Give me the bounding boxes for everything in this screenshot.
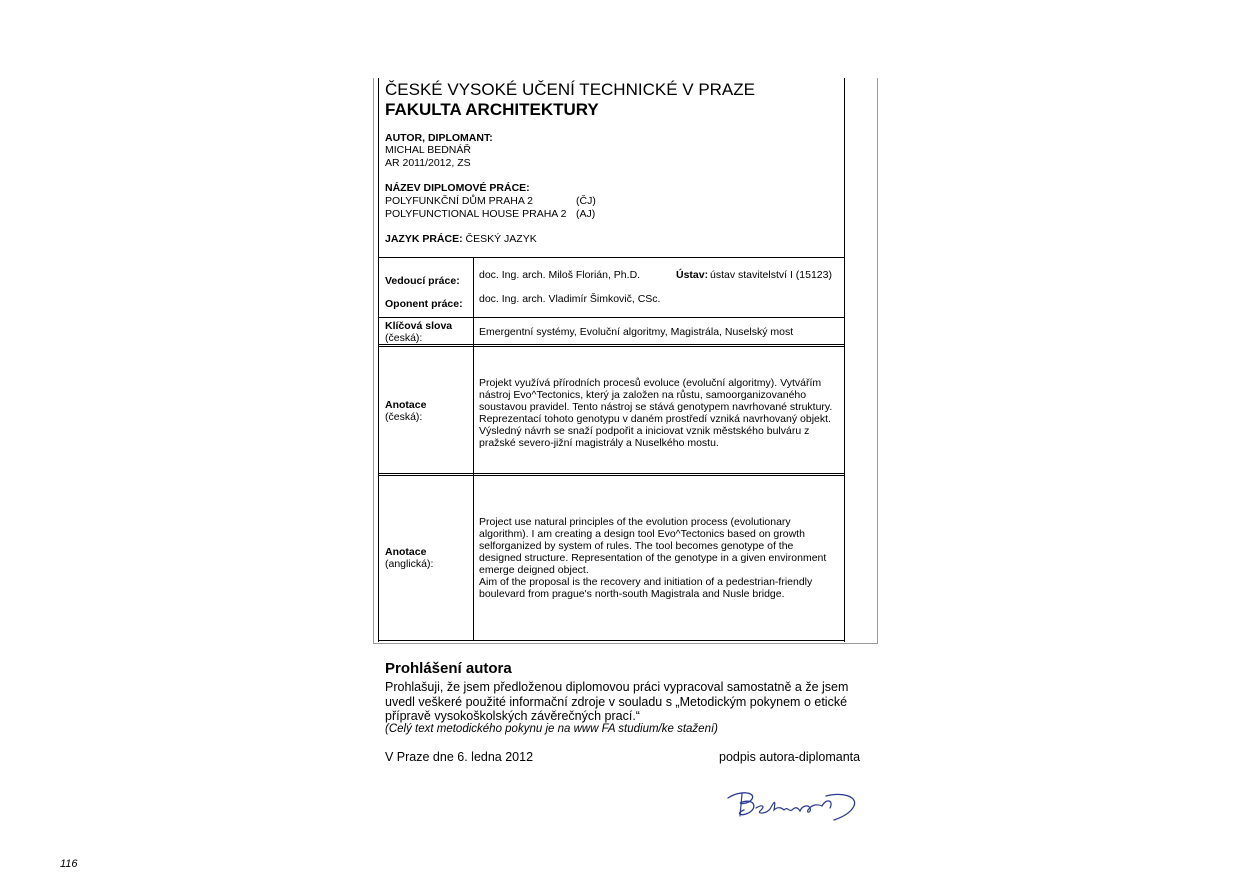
language-row xyxy=(385,233,537,245)
keywords-value: Emergentní systémy, Evoluční algoritmy, Magistrála, Nuselský most xyxy=(479,326,794,338)
divider-annotation-cz xyxy=(378,473,845,476)
opponent-name: doc. Ing. arch. Vladimír Šimkovič, CSc. xyxy=(479,293,661,305)
divider-supervisors xyxy=(378,317,845,318)
keywords-sublabel: (česká): xyxy=(385,332,423,344)
thesis-label: NÁZEV DIPLOMOVÉ PRÁCE: xyxy=(385,182,530,194)
faculty-name: FAKULTA ARCHITEKTURY xyxy=(385,100,599,119)
divider-keywords xyxy=(378,344,845,347)
institute-value: ústav stavitelství I (15123) xyxy=(710,269,832,281)
thesis-lang-cz: (ČJ) xyxy=(576,195,596,207)
declaration-note: (Celý text metodického pokynu je na www FA studium/ke stažení) xyxy=(385,723,719,735)
column-divider xyxy=(473,258,474,641)
thesis-title-cz: POLYFUNKČNÍ DŮM PRAHA 2 xyxy=(385,195,533,207)
declaration-title: Prohlášení autora xyxy=(385,660,512,677)
thesis-title-en: POLYFUNCTIONAL HOUSE PRAHA 2 xyxy=(385,208,567,220)
author-label: AUTOR, DIPLOMANT: xyxy=(385,132,493,144)
university-name: ČESKÉ VYSOKÉ UČENÍ TECHNICKÉ V PRAZE xyxy=(385,80,755,99)
place-and-date: V Praze dne 6. ledna 2012 xyxy=(385,750,534,764)
language-value: ČESKÝ JAZYK xyxy=(465,233,537,245)
annotation-en-text: Project use natural principles of the evolution process (evolutionary algorithm). I am creating a design tool Evo^Tectonics based on growth selforganized by system of rules. The tool becomes genotype of the designed structure. Representation of the genotype in a given environment emerge deigned object. Aim of the proposal is the recovery and initiation of a pedestrian-friendly boulevard from prague's north-south Magistrala and Nusle bridge. xyxy=(479,516,827,600)
handwritten-signature xyxy=(722,786,862,826)
divider-header xyxy=(378,257,845,258)
author-name: MICHAL BEDNÁŘ xyxy=(385,144,471,156)
annotation-cz-text: Projekt využívá přírodních procesů evoluce (evoluční algoritmy). Vytvářím nástroj Evo^Tectonics, který ja založen na růstu, samoorganizovaného soustavou pravidel. Tento nástroj se stává genotypem navrhované struktury. Reprezentací tohoto genotypu v daném prostředí vzniká navrhovaný objekt. Výsledný návrh se snaží podpořit a iniciovat vznik městského bulváru z pražské severo-jižní magistrály a Nuselkého mostu. xyxy=(479,377,833,449)
declaration-text: Prohlašuji, že jsem předloženou diplomovou práci vypracoval samostatně a že jsem uvedl veškeré použité informační zdroje v souladu s „Metodickým pokynem o etické přípravě vysokoškolských závěrečných prací.“ xyxy=(385,680,849,723)
opponent-label: Oponent práce: xyxy=(385,298,463,310)
supervisor-name: doc. Ing. arch. Miloš Florián, Ph.D. xyxy=(479,269,641,281)
keywords-label: Klíčová slova xyxy=(385,320,453,332)
annotation-en-label: Anotace xyxy=(385,546,427,558)
annotation-en-sublabel: (anglická): xyxy=(385,558,434,570)
language-label: JAZYK PRÁCE: xyxy=(385,233,463,245)
divider-bottom xyxy=(378,640,845,641)
thesis-lang-en: (AJ) xyxy=(576,208,596,220)
page-number: 116 xyxy=(60,858,78,870)
signature-label: podpis autora-diplomanta xyxy=(719,750,861,764)
annotation-cz-sublabel: (česká): xyxy=(385,411,423,423)
supervisor-label: Vedoucí práce: xyxy=(385,275,460,287)
institute-label: Ústav: xyxy=(676,269,709,281)
author-term: AR 2011/2012, ZS xyxy=(385,157,471,169)
annotation-cz-label: Anotace xyxy=(385,399,427,411)
